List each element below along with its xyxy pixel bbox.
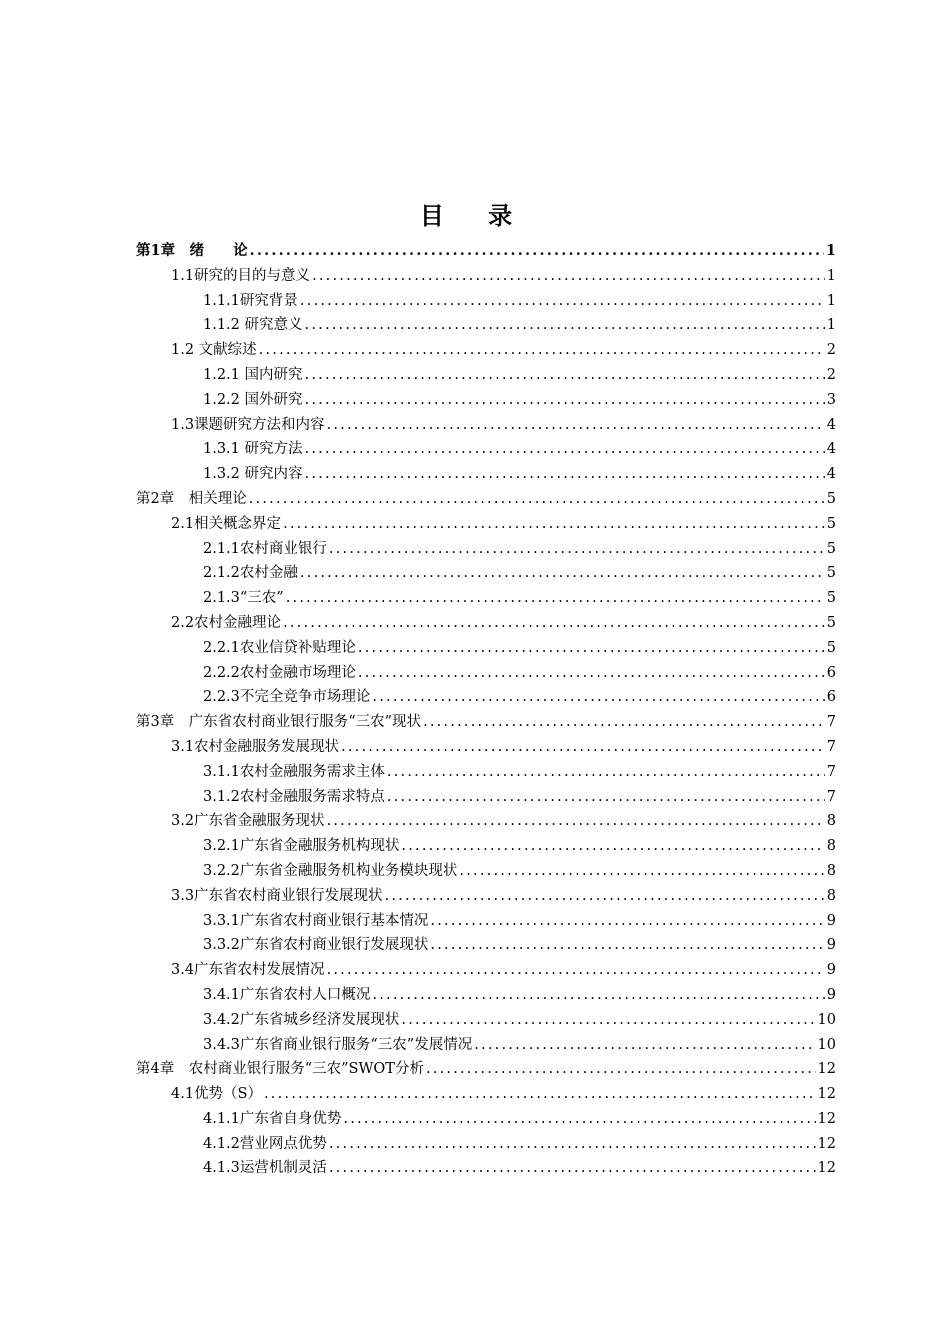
toc-leader-dots	[387, 764, 825, 780]
toc-entry[interactable]	[136, 1082, 836, 1107]
toc-entry-label: 3.1.2农村金融服务需求特点	[203, 788, 385, 805]
toc-entry-label: 1.2.2 国外研究	[203, 391, 303, 408]
toc-leader-dots	[283, 516, 825, 532]
toc-entry-page: 7	[826, 738, 836, 755]
toc-entry-page: 1	[826, 267, 836, 284]
toc-entry[interactable]	[136, 388, 836, 413]
toc-leader-dots	[327, 813, 825, 829]
toc-entry-label: 1.1研究的目的与意义	[171, 267, 311, 284]
toc-entry-page: 9	[826, 937, 836, 954]
toc-leader-dots	[312, 268, 825, 284]
toc-entry[interactable]	[136, 537, 836, 562]
toc-leader-dots	[305, 317, 825, 333]
toc-leader-dots	[423, 714, 825, 730]
toc-entry-page: 5	[826, 540, 836, 557]
toc-entry-page: 9	[826, 912, 836, 929]
toc-entry[interactable]	[136, 512, 836, 537]
toc-leader-dots	[259, 342, 825, 358]
toc-entry[interactable]	[136, 735, 836, 760]
toc-entry[interactable]	[136, 785, 836, 810]
toc-entry-label: 1.3.2 研究内容	[203, 466, 303, 483]
toc-entry[interactable]	[136, 561, 836, 586]
toc-entry-page: 9	[826, 986, 836, 1003]
toc-entry-label: 4.1.2营业网点优势	[203, 1135, 327, 1152]
toc-leader-dots	[387, 789, 825, 805]
toc-entry-label: 第4章 农村商业银行服务“三农”SWOT分析	[136, 1061, 424, 1078]
toc-entry-label: 3.3广东省农村商业银行发展现状	[171, 887, 383, 904]
toc-leader-dots	[372, 987, 824, 1003]
toc-entry-label: 3.1.1农村金融服务需求主体	[203, 763, 385, 780]
toc-leader-dots	[459, 863, 824, 879]
toc-entry-page: 10	[817, 1036, 836, 1053]
toc-entry-label: 第1章 绪 论	[136, 242, 248, 259]
toc-entry[interactable]	[136, 313, 836, 338]
toc-leader-dots	[300, 293, 825, 309]
toc-entry-label: 3.3.2广东省农村商业银行发展现状	[203, 937, 429, 954]
toc-entry-page: 5	[826, 639, 836, 656]
toc-leader-dots	[327, 962, 825, 978]
toc-entry-page: 2	[826, 342, 836, 359]
toc-entry-label: 第2章 相关理论	[136, 490, 247, 507]
toc-leader-dots	[426, 1061, 816, 1077]
toc-entry-label: 2.2.2农村金融市场理论	[203, 664, 356, 681]
toc-entry-label: 2.2.1农业信贷补贴理论	[203, 639, 356, 656]
toc-leader-dots	[327, 417, 825, 433]
toc-entry[interactable]	[136, 933, 836, 958]
toc-entry[interactable]	[136, 685, 836, 710]
toc-entry-page: 4	[826, 441, 836, 458]
toc-entry-label: 3.2.2广东省金融服务机构业务模块现状	[203, 862, 458, 879]
toc-entry-label: 3.1农村金融服务发展现状	[171, 738, 340, 755]
toc-entry-page: 8	[826, 813, 836, 830]
toc-entry-page: 10	[817, 1011, 836, 1028]
toc-leader-dots	[401, 1012, 815, 1028]
toc-leader-dots	[474, 1037, 815, 1053]
toc-entry[interactable]	[136, 611, 836, 636]
toc-entry-label: 1.2 文献综述	[171, 342, 257, 359]
toc-entry-page: 5	[826, 515, 836, 532]
toc-entry[interactable]	[136, 1033, 836, 1058]
toc-entry-label: 3.4.2广东省城乡经济发展现状	[203, 1011, 400, 1028]
toc-entry-page: 4	[826, 466, 836, 483]
toc-entry[interactable]	[136, 909, 836, 934]
toc-entry[interactable]	[136, 834, 836, 859]
toc-entry-label: 3.4广东省农村发展情况	[171, 962, 325, 979]
toc-entry-page: 12	[817, 1086, 836, 1103]
toc-entry-page: 8	[826, 838, 836, 855]
toc-leader-dots	[264, 1086, 816, 1102]
toc-leader-dots	[283, 615, 825, 631]
toc-entry-page: 7	[826, 714, 836, 731]
toc-entry-label: 1.3课题研究方法和内容	[171, 416, 325, 433]
toc-entry[interactable]	[136, 1132, 836, 1157]
toc-list	[136, 239, 836, 1181]
toc-entry-page: 7	[826, 788, 836, 805]
toc-leader-dots	[358, 640, 825, 656]
toc-entry-page: 5	[826, 590, 836, 607]
toc-entry[interactable]	[136, 636, 836, 661]
toc-entry[interactable]	[136, 1057, 836, 1082]
toc-entry-label: 4.1优势（S）	[171, 1086, 262, 1103]
toc-leader-dots	[286, 590, 825, 606]
toc-entry-label: 3.2.1广东省金融服务机构现状	[203, 838, 400, 855]
toc-entry-label: 2.1.1农村商业银行	[203, 540, 327, 557]
toc-entry[interactable]	[136, 884, 836, 909]
toc-entry-page: 5	[826, 565, 836, 582]
toc-entry-page: 12	[817, 1160, 836, 1177]
toc-entry-page: 4	[826, 416, 836, 433]
toc-entry[interactable]	[136, 958, 836, 983]
toc-entry-page: 8	[826, 887, 836, 904]
toc-entry-page: 8	[826, 862, 836, 879]
toc-entry[interactable]	[136, 437, 836, 462]
toc-leader-dots	[401, 838, 824, 854]
toc-leader-dots	[305, 466, 825, 482]
toc-entry[interactable]	[136, 1107, 836, 1132]
toc-entry[interactable]	[136, 586, 836, 611]
toc-entry-label: 1.1.1研究背景	[203, 292, 298, 309]
toc-leader-dots	[329, 1160, 816, 1176]
toc-entry-page: 2	[826, 366, 836, 383]
toc-entry-label: 4.1.1广东省自身优势	[203, 1110, 342, 1127]
toc-leader-dots	[430, 913, 824, 929]
toc-entry[interactable]	[136, 487, 836, 512]
toc-leader-dots	[358, 665, 825, 681]
toc-entry[interactable]	[136, 859, 836, 884]
toc-entry-label: 1.2.1 国内研究	[203, 366, 303, 383]
toc-entry-label: 1.3.1 研究方法	[203, 441, 303, 458]
toc-leader-dots	[372, 689, 824, 705]
toc-leader-dots	[249, 491, 825, 507]
toc-leader-dots	[341, 739, 825, 755]
toc-leader-dots	[430, 937, 824, 953]
toc-entry-page: 5	[826, 490, 836, 507]
toc-leader-dots	[329, 541, 825, 557]
toc-leader-dots	[329, 1136, 816, 1152]
toc-leader-dots	[300, 565, 825, 581]
toc-entry[interactable]	[136, 338, 836, 363]
toc-leader-dots	[305, 367, 825, 383]
toc-entry[interactable]	[136, 710, 836, 735]
toc-entry-label: 3.3.1广东省农村商业银行基本情况	[203, 912, 429, 929]
toc-entry-page: 6	[826, 689, 836, 706]
toc-entry-label: 3.2广东省金融服务现状	[171, 813, 325, 830]
toc-entry[interactable]	[136, 983, 836, 1008]
toc-entry-page: 12	[817, 1061, 836, 1078]
toc-leader-dots	[385, 888, 825, 904]
toc-entry[interactable]	[136, 413, 836, 438]
toc-entry[interactable]	[136, 1008, 836, 1033]
toc-entry-label: 3.4.1广东省农村人口概况	[203, 986, 371, 1003]
toc-entry[interactable]	[136, 462, 836, 487]
toc-leader-dots	[305, 441, 825, 457]
toc-entry-page: 1	[826, 317, 836, 334]
toc-entry[interactable]	[136, 661, 836, 686]
toc-leader-dots	[305, 392, 825, 408]
toc-entry-page: 7	[826, 763, 836, 780]
toc-entry[interactable]	[136, 760, 836, 785]
toc-leader-dots	[250, 242, 824, 259]
toc-entry[interactable]	[136, 264, 836, 289]
toc-entry[interactable]	[136, 1156, 836, 1181]
toc-entry-label: 第3章 广东省农村商业银行服务“三农”现状	[136, 714, 422, 731]
toc-entry[interactable]	[136, 239, 836, 264]
toc-entry-page: 9	[826, 962, 836, 979]
toc-entry-page: 1	[825, 242, 836, 259]
toc-entry-page: 12	[817, 1110, 836, 1127]
toc-entry[interactable]	[136, 809, 836, 834]
toc-entry-label: 2.2农村金融理论	[171, 614, 282, 631]
toc-leader-dots	[343, 1111, 815, 1127]
toc-entry-label: 2.2.3不完全竞争市场理论	[203, 689, 371, 706]
toc-entry-page: 6	[826, 664, 836, 681]
toc-entry-page: 5	[826, 614, 836, 631]
toc-entry-label: 3.4.3广东省商业银行服务“三农”发展情况	[203, 1036, 473, 1053]
toc-entry-label: 1.1.2 研究意义	[203, 317, 303, 334]
toc-title: 目 录	[419, 202, 531, 230]
toc-entry-label: 2.1.3“三农”	[203, 590, 284, 607]
toc-entry-label: 4.1.3运营机制灵活	[203, 1160, 327, 1177]
toc-entry-page: 12	[817, 1135, 836, 1152]
toc-entry[interactable]	[136, 363, 836, 388]
toc-entry-label: 2.1相关概念界定	[171, 515, 282, 532]
toc-entry-label: 2.1.2农村金融	[203, 565, 298, 582]
toc-entry-page: 3	[826, 391, 836, 408]
toc-entry-page: 1	[826, 292, 836, 309]
toc-entry[interactable]	[136, 289, 836, 314]
